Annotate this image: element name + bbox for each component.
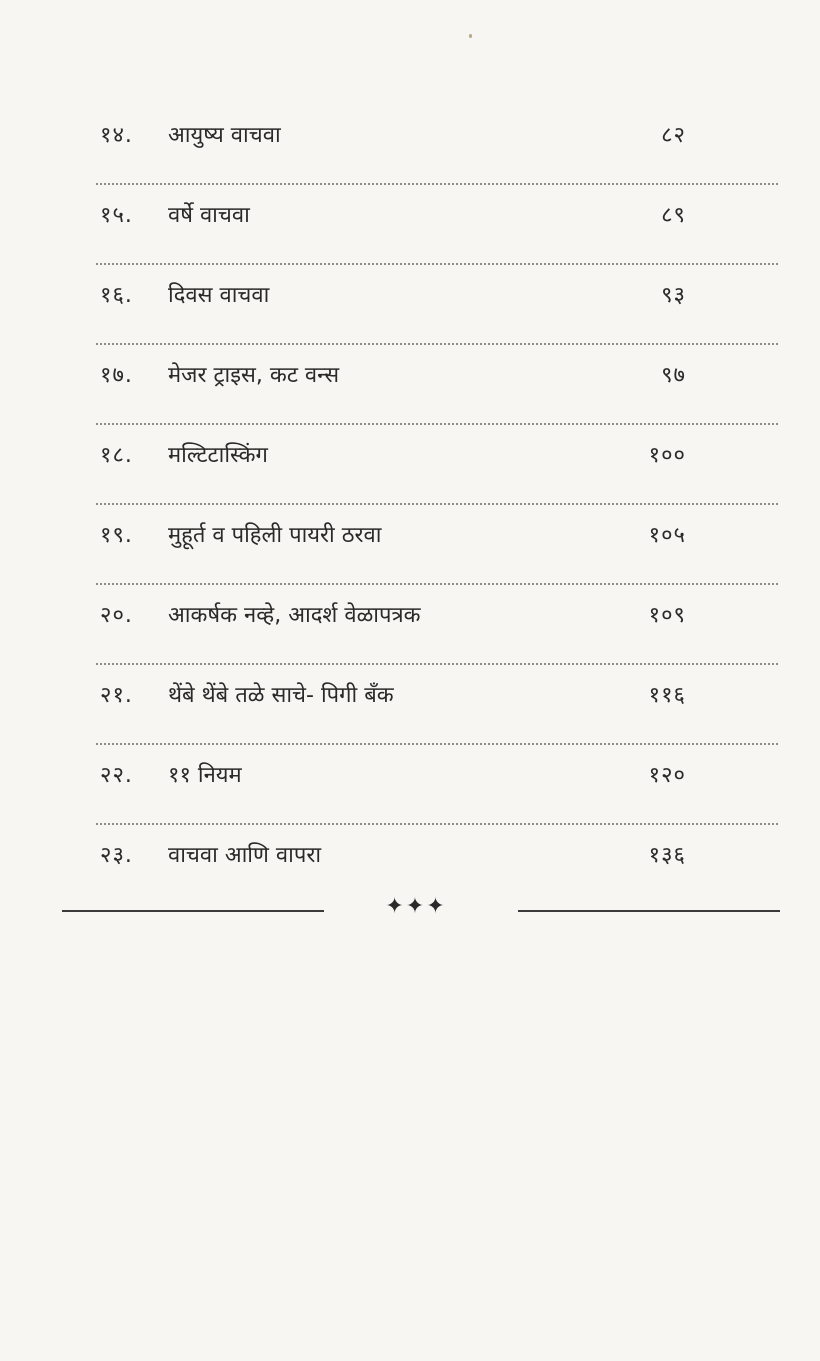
page-number: १०० (648, 443, 686, 468)
page-number: १२० (648, 763, 686, 788)
right-rule (518, 910, 780, 912)
toc-entry (96, 425, 778, 505)
toc-entry (96, 105, 778, 185)
page-number: १०५ (648, 523, 686, 548)
star-ornament-icon: ✦✦✦ (385, 894, 447, 919)
chapter-number: १८. (100, 443, 133, 468)
chapter-title: वाचवा आणि वापरा (168, 843, 322, 868)
toc-entry (96, 185, 778, 265)
toc-entry (96, 585, 778, 665)
chapter-title: मल्टिटास्किंग (168, 443, 268, 468)
toc-entry (96, 665, 778, 745)
chapter-number: १६. (100, 283, 133, 308)
table-of-contents (96, 105, 778, 903)
chapter-number: १९. (100, 523, 133, 548)
chapter-title: थेंबे थेंबे तळे साचे- पिगी बँक (168, 683, 394, 708)
toc-entry (96, 505, 778, 585)
chapter-number: २०. (100, 603, 133, 628)
chapter-title: मेजर ट्राइस, कट वन्स (168, 363, 340, 388)
page-number: १०९ (648, 603, 686, 628)
toc-entry (96, 745, 778, 825)
chapter-number: २२. (100, 763, 133, 788)
paper-speck (469, 34, 472, 38)
chapter-title: दिवस वाचवा (168, 283, 270, 308)
chapter-number: १४. (100, 123, 133, 148)
page-number: ८२ (661, 123, 686, 148)
chapter-number: १५. (100, 203, 133, 228)
chapter-title: आकर्षक नव्हे, आदर्श वेळापत्रक (168, 603, 421, 628)
chapter-number: २१. (100, 683, 133, 708)
end-ornament-divider (62, 892, 780, 932)
left-rule (62, 910, 324, 912)
page-number: ९३ (661, 283, 686, 308)
toc-entry (96, 265, 778, 345)
page-number: ८९ (661, 203, 686, 228)
chapter-title: वर्षे वाचवा (168, 203, 250, 228)
chapter-title: ११ नियम (168, 763, 242, 788)
chapter-number: १७. (100, 363, 133, 388)
page-number: १३६ (648, 843, 686, 868)
page-number: ११६ (648, 683, 686, 708)
chapter-number: २३. (100, 843, 133, 868)
page-number: ९७ (661, 363, 686, 388)
toc-entry (96, 345, 778, 425)
chapter-title: आयुष्य वाचवा (168, 123, 281, 148)
chapter-title: मुहूर्त व पहिली पायरी ठरवा (168, 523, 382, 548)
